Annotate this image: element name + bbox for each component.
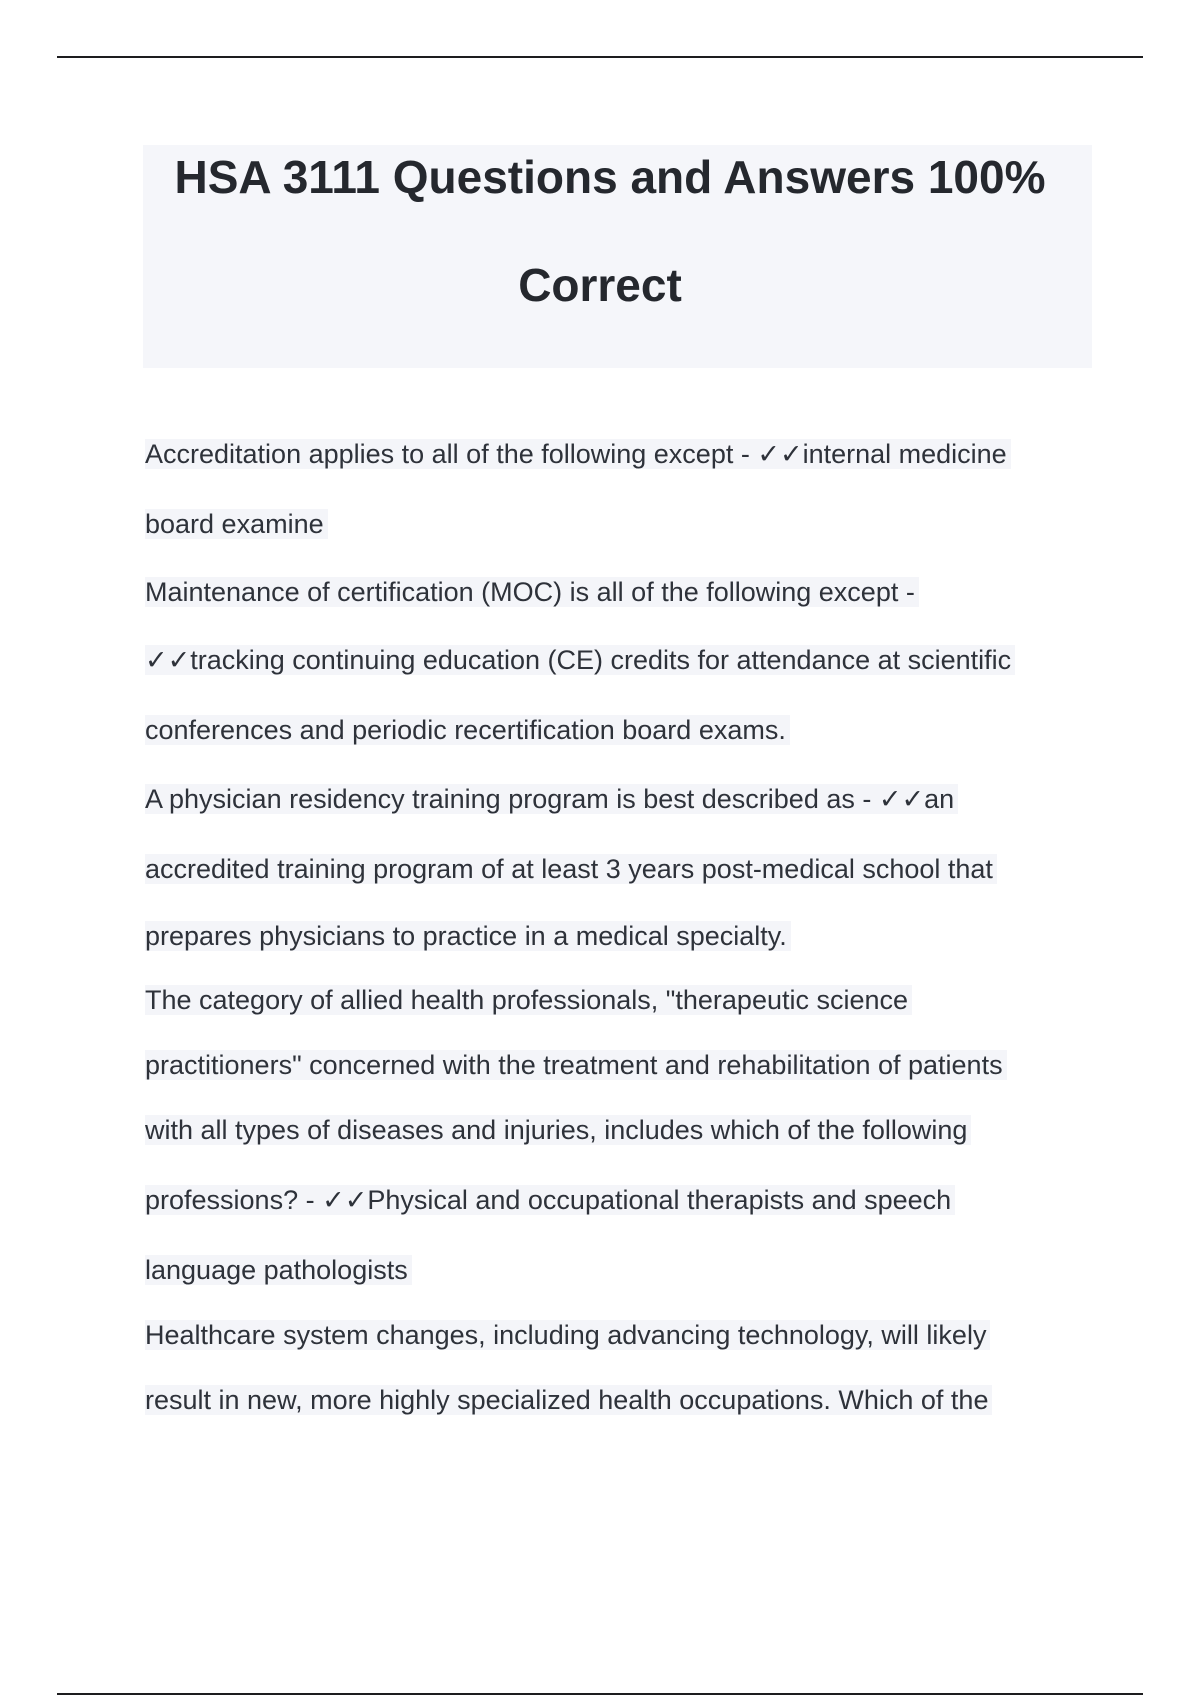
text-line: board examine xyxy=(145,509,328,539)
bottom-rule xyxy=(57,1693,1143,1695)
text-line: conferences and periodic recertification board exams. xyxy=(145,715,790,745)
text-line: result in new, more highly specialized health occupations. Which of the xyxy=(145,1385,992,1415)
body-line xyxy=(145,1252,412,1288)
body-line xyxy=(145,851,997,887)
body-line xyxy=(145,574,919,610)
text-line: with all types of diseases and injuries, includes which of the following xyxy=(145,1115,971,1145)
document-title-line-2: Correct xyxy=(518,259,682,311)
body-line xyxy=(145,918,791,954)
body-line xyxy=(145,781,958,817)
text-line: accredited training program of at least 3 years post-medical school that xyxy=(145,854,997,884)
text-line: Healthcare system changes, including advancing technology, will likely xyxy=(145,1320,990,1350)
text-line: ✓✓tracking continuing education (CE) credits for attendance at scientific xyxy=(145,645,1015,675)
text-line: Maintenance of certification (MOC) is all of the following except - xyxy=(145,577,919,607)
text-line: professions? - ✓✓Physical and occupational therapists and speech xyxy=(145,1185,955,1215)
text-line: practitioners" concerned with the treatment and rehabilitation of patients xyxy=(145,1050,1007,1080)
body-line xyxy=(145,982,912,1018)
body-line xyxy=(145,436,1011,472)
text-line: language pathologists xyxy=(145,1255,412,1285)
body-line xyxy=(145,1047,1007,1083)
top-rule xyxy=(57,56,1143,58)
body-line xyxy=(145,1382,992,1418)
document-title-line-1: HSA 3111 Questions and Answers 100% xyxy=(174,151,1046,203)
body-line xyxy=(145,642,1015,678)
body-line xyxy=(145,712,790,748)
text-line: The category of allied health professionals, "therapeutic science xyxy=(145,985,912,1015)
body-line xyxy=(145,1112,971,1148)
body-line xyxy=(145,506,328,542)
body-line xyxy=(145,1317,990,1353)
text-line: Accreditation applies to all of the following except - ✓✓internal medicine xyxy=(145,439,1011,469)
text-line: prepares physicians to practice in a medical specialty. xyxy=(145,921,791,951)
text-line: A physician residency training program is best described as - ✓✓an xyxy=(145,784,958,814)
body-line xyxy=(145,1182,955,1218)
